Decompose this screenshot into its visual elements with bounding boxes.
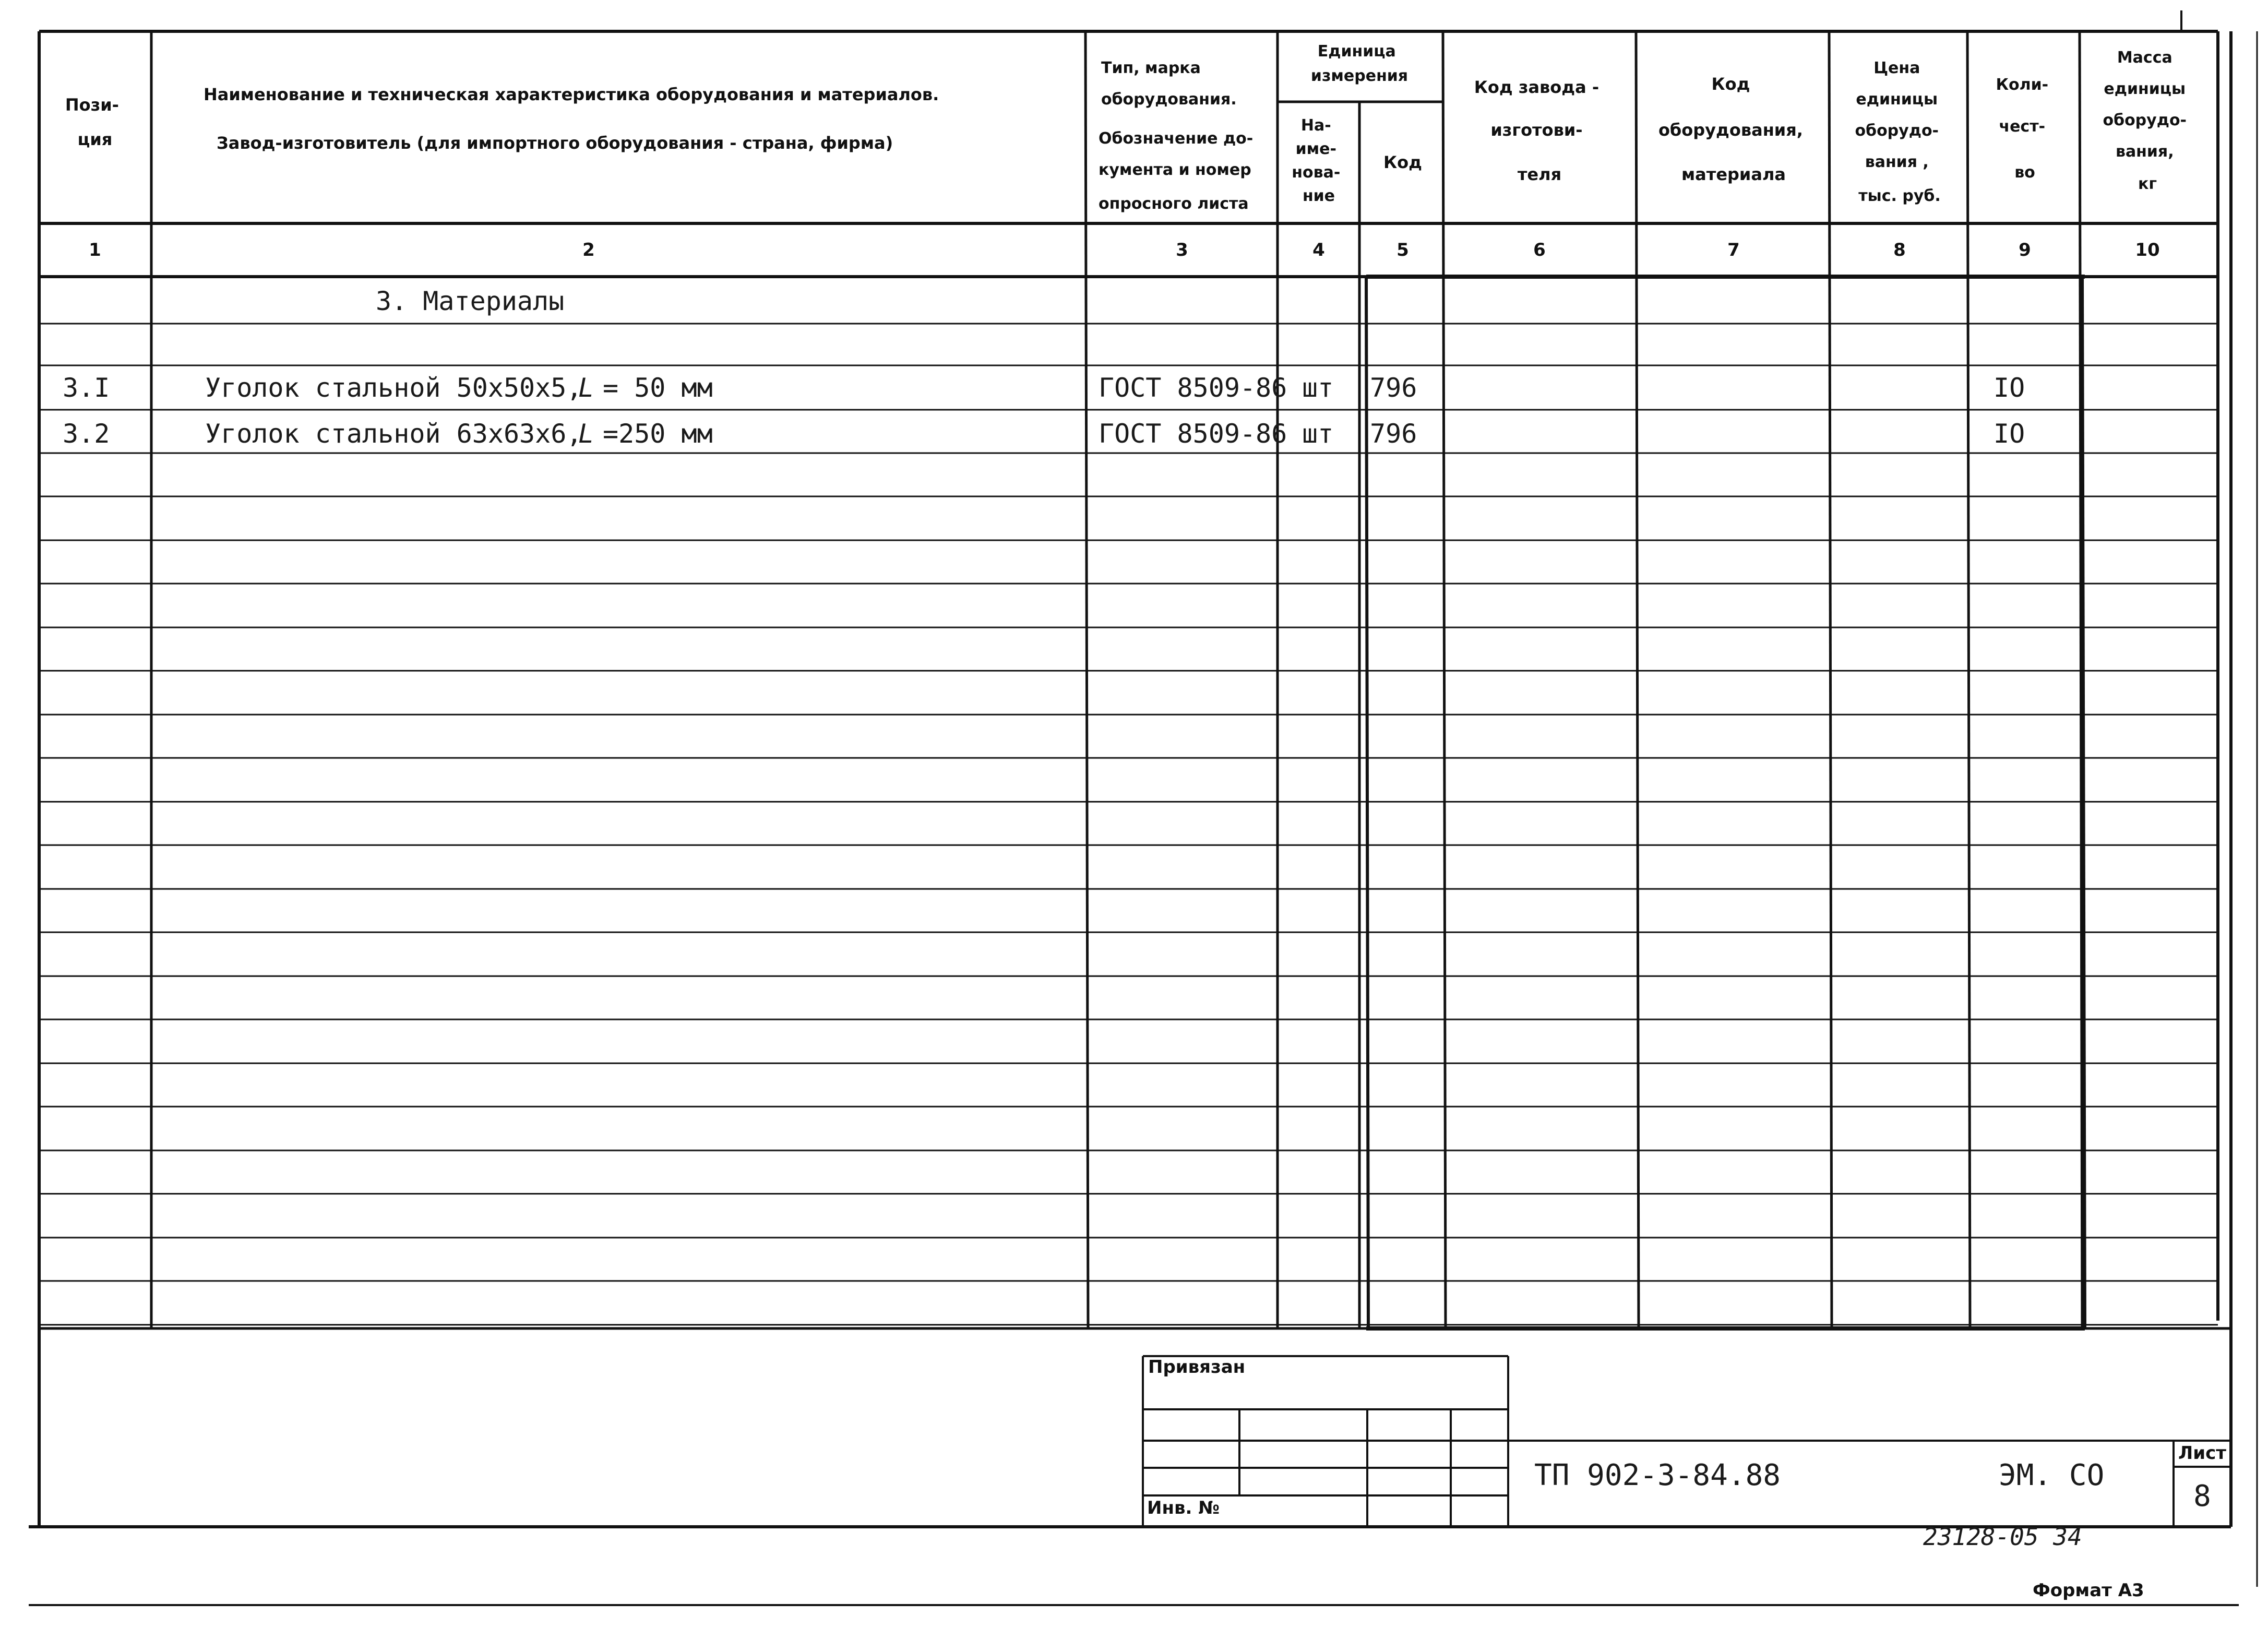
header-col9-line: Коли- — [1996, 76, 2049, 94]
row-unit: шт — [1302, 373, 1334, 403]
section-title: 3. Материалы — [376, 286, 565, 316]
header-col1 — [65, 95, 125, 149]
header-col10-line: Масса — [2117, 49, 2172, 67]
header-col4 — [1292, 116, 1345, 205]
header-col1-line: ция — [77, 129, 113, 149]
header-col3-line: кумента и номер — [1099, 161, 1251, 179]
header-col10-line: кг — [2138, 175, 2157, 193]
header-col10-line: вания, — [2115, 142, 2174, 161]
row-name: Уголок стальной 50х50х5, — [205, 373, 582, 403]
inv-number-label: Инв. № — [1147, 1498, 1220, 1518]
length-symbol: L — [578, 419, 594, 449]
header-col8-line: оборудо- — [1855, 122, 1939, 140]
col-number: 3 — [1176, 240, 1188, 260]
document-code: ТП 902-3-84.88 — [1534, 1458, 1781, 1492]
row-type: ГОСТ 8509-86 — [1099, 373, 1287, 403]
header-col1-line: Пози- — [65, 95, 119, 115]
col-number: 4 — [1312, 240, 1325, 260]
paper-format: Формат А3 — [2033, 1580, 2144, 1601]
header-unit-group — [1311, 42, 1408, 85]
col-number: 1 — [89, 240, 101, 260]
table-header — [65, 42, 2192, 213]
column-numbers — [89, 240, 2160, 260]
header-col10-line: оборудо- — [2103, 111, 2187, 129]
row-unit: шт — [1302, 419, 1334, 449]
header-col4-line: ние — [1302, 187, 1335, 205]
table-body — [63, 286, 2025, 449]
privyazan-label: Привязан — [1148, 1357, 1246, 1377]
row-code: 796 — [1370, 373, 1417, 403]
archive-number: 23128-05 34 — [1923, 1523, 2082, 1551]
row-type: ГОСТ 8509-86 — [1099, 419, 1287, 449]
column-lines — [151, 31, 2085, 1328]
header-col7 — [1658, 74, 1809, 184]
col-number: 6 — [1533, 240, 1546, 260]
header-col9 — [1996, 76, 2054, 182]
header-col9-line: чест- — [1999, 117, 2046, 136]
header-col8-line: вания , — [1865, 153, 1929, 171]
header-col5-line: Код — [1383, 152, 1422, 172]
row-qty: IO — [1994, 419, 2025, 449]
row-length: = 50 мм — [603, 373, 713, 403]
sheet-label: Лист — [2178, 1443, 2226, 1464]
header-col3-line: оборудования. — [1101, 90, 1237, 109]
row-position: 3.2 — [63, 419, 110, 449]
row-lines — [39, 324, 2218, 1325]
header-col7-line: оборудования, — [1658, 120, 1803, 140]
header-col2 — [204, 85, 945, 153]
header-col9-line: во — [2014, 163, 2035, 182]
row-name: Уголок стальной 63х63х6, — [205, 419, 582, 449]
header-col3-line: опросного листа — [1099, 195, 1249, 213]
col-number: 5 — [1396, 240, 1409, 260]
header-col7-line: материала — [1681, 164, 1786, 184]
header-col7-line: Код — [1711, 74, 1750, 94]
header-col8 — [1855, 59, 1944, 205]
header-col4-line: нова- — [1292, 163, 1341, 182]
length-symbol: L — [578, 373, 594, 403]
title-block — [1143, 1356, 2231, 1527]
document-suffix: ЭМ. СО — [1999, 1458, 2105, 1492]
header-col4-line: име- — [1295, 140, 1336, 158]
header-col3-line: Тип, марка — [1101, 59, 1201, 77]
header-col3-line: Обозначение до- — [1099, 129, 1254, 148]
table-row — [63, 419, 2025, 449]
col-number: 9 — [2019, 240, 2031, 260]
col-number: 10 — [2135, 240, 2160, 260]
header-col8-line: тыс. руб. — [1858, 187, 1941, 205]
header-col6 — [1474, 77, 1605, 184]
header-unit-line: Единица — [1317, 42, 1396, 61]
header-col2-line: Наименование и техническая характеристика оборудования и материалов. — [204, 85, 939, 104]
col-number: 2 — [582, 240, 595, 260]
header-col10-line: единицы — [2104, 80, 2186, 98]
header-col6-line: Код завода - — [1474, 77, 1599, 97]
row-qty: IO — [1994, 373, 2025, 403]
col-number: 7 — [1727, 240, 1740, 260]
col-number: 8 — [1893, 240, 1906, 260]
header-col5 — [1383, 152, 1422, 172]
header-col8-line: единицы — [1856, 90, 1938, 109]
row-position: 3.I — [63, 373, 110, 403]
header-col3 — [1099, 59, 1259, 213]
sheet-number: 8 — [2193, 1479, 2211, 1513]
header-col10 — [2103, 49, 2192, 193]
header-col2-line: Завод-изготовитель (для импортного оборудования - страна, фирма) — [217, 133, 893, 153]
header-col6-line: теля — [1517, 164, 1562, 184]
header-col4-line: На- — [1300, 116, 1331, 135]
row-code: 796 — [1370, 419, 1417, 449]
header-col6-line: изготови- — [1490, 120, 1583, 140]
header-unit-line: измерения — [1310, 67, 1408, 85]
header-col8-line: Цена — [1873, 59, 1920, 77]
row-length: =250 мм — [603, 419, 713, 449]
table-row — [63, 373, 2025, 403]
